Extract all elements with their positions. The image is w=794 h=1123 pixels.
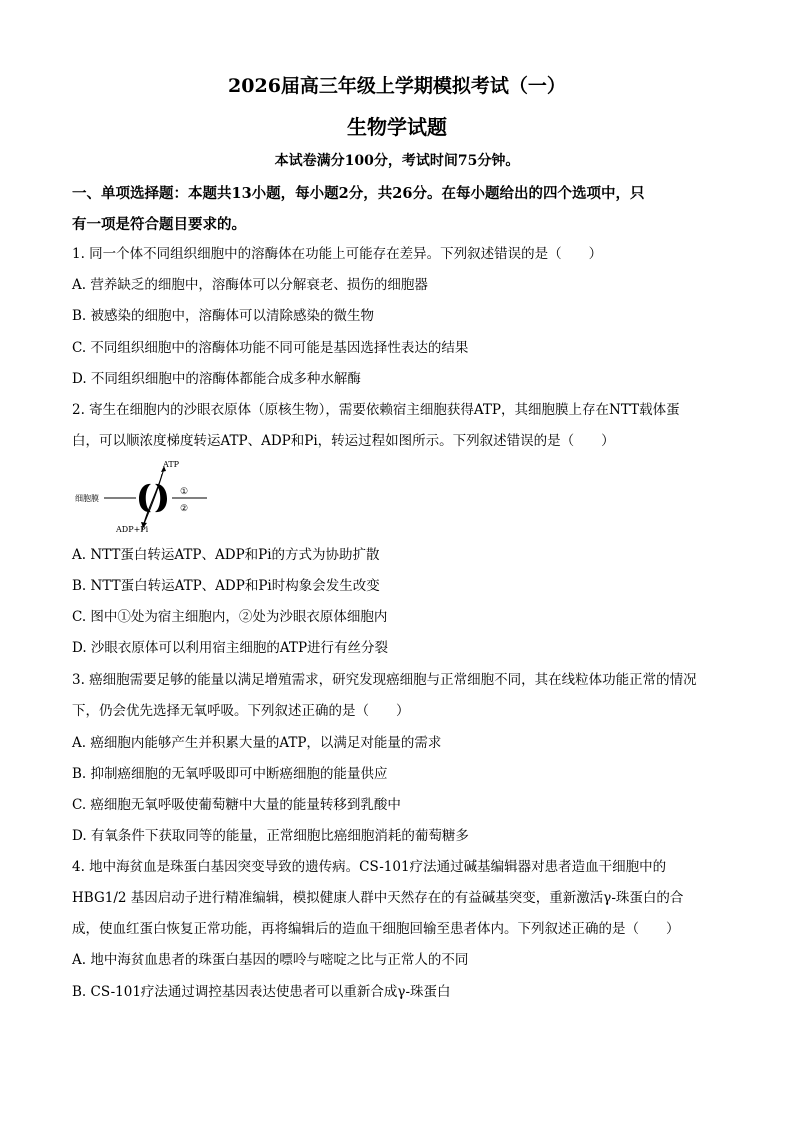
subject-title: 生物学试题 [347,115,447,139]
q1-option-d: D. 不同组织细胞中的溶酶体都能合成多种水解酶 [72,371,361,387]
q2-option-a: A. NTT蛋白转运ATP、ADP和Pi的方式为协助扩散 [72,547,380,563]
section-heading [72,178,732,240]
exam-note: 本试卷满分100分，考试时间75分钟。 [274,153,520,169]
q3-option-a: A. 癌细胞内能够产生并积累大量的ATP，以满足对能量的需求 [72,735,442,751]
q4-stem-line2: HBG1/2 基因启动子进行精准编辑，模拟健康人群中天然存在的有益碱基突变，重新激活γ-珠蛋白的合 [72,890,684,906]
q4-stem-line1: 4. 地中海贫血是珠蛋白基因突变导致的遗传病。CS-101疗法通过碱基编辑器对患者造血干细胞中的 [72,859,667,875]
adp-label: ADP+Pi [116,525,149,534]
q1-stem: 1. 同一个体不同组织细胞中的溶酶体在功能上可能存在差异。下列叙述错误的是（ ） [72,246,603,262]
q4-option-a: A. 地中海贫血患者的珠蛋白基因的嘌呤与嘧啶之比与正常人的不同 [72,952,469,968]
q2-stem-line1: 2. 寄生在细胞内的沙眼衣原体（原核生物），需要依赖宿主细胞获得ATP，其细胞膜上存在NTT载体蛋 [72,402,680,418]
q2-option-d: D. 沙眼衣原体可以利用宿主细胞的ATP进行有丝分裂 [72,640,389,656]
q3-option-d: D. 有氧条件下获取同等的能量，正常细胞比癌细胞消耗的葡萄糖多 [72,828,469,844]
exam-title: 2026届高三年级上学期模拟考试（一） [228,75,566,97]
q1-option-a: A. 营养缺乏的细胞中，溶酶体可以分解衰老、损伤的细胞器 [72,277,428,293]
side-1-label: ① [180,487,189,497]
q2-option-b: B. NTT蛋白转运ATP、ADP和Pi时构象会发生改变 [72,578,380,594]
q2-option-c: C. 图中①处为宿主细胞内，②处为沙眼衣原体细胞内 [72,609,388,625]
q3-stem-line1: 3. 癌细胞需要足够的能量以满足增殖需求，研究发现癌细胞与正常细胞不同，其在线粒体功能正常的情况 [72,672,697,688]
section-heading-line2: 有一项是符合题目要求的。 [72,216,246,233]
side-2-label: ② [180,504,189,514]
membrane-label: 细胞膜 [75,494,99,503]
q4-stem-line3: 成，使血红蛋白恢复正常功能，再将编辑后的造血干细胞回输至患者体内。下列叙述正确的是（ ） [72,921,680,937]
q1-option-b: B. 被感染的细胞中，溶酶体可以清除感染的微生物 [72,308,375,324]
q2-stem-line2: 白，可以顺浓度梯度转运ATP、ADP和Pi，转运过程如图所示。下列叙述错误的是（ ） [72,433,615,449]
ntt-transport-diagram [72,456,222,536]
q3-stem-line2: 下，仍会优先选择无氧呼吸。下列叙述正确的是（ ） [72,703,410,719]
q1-option-c: C. 不同组织细胞中的溶酶体功能不同可能是基因选择性表达的结果 [72,340,469,356]
atp-label: ATP [163,460,180,469]
q4-option-b: B. CS-101疗法通过调控基因表达使患者可以重新合成γ-珠蛋白 [72,984,451,1000]
section-heading-line1: 一、单项选择题：本题共13小题，每小题2分，共26分。在每小题给出的四个选项中，只 [72,185,645,202]
q3-option-b: B. 抑制癌细胞的无氧呼吸即可中断癌细胞的能量供应 [72,766,388,782]
q3-option-c: C. 癌细胞无氧呼吸使葡萄糖中大量的能量转移到乳酸中 [72,797,401,813]
